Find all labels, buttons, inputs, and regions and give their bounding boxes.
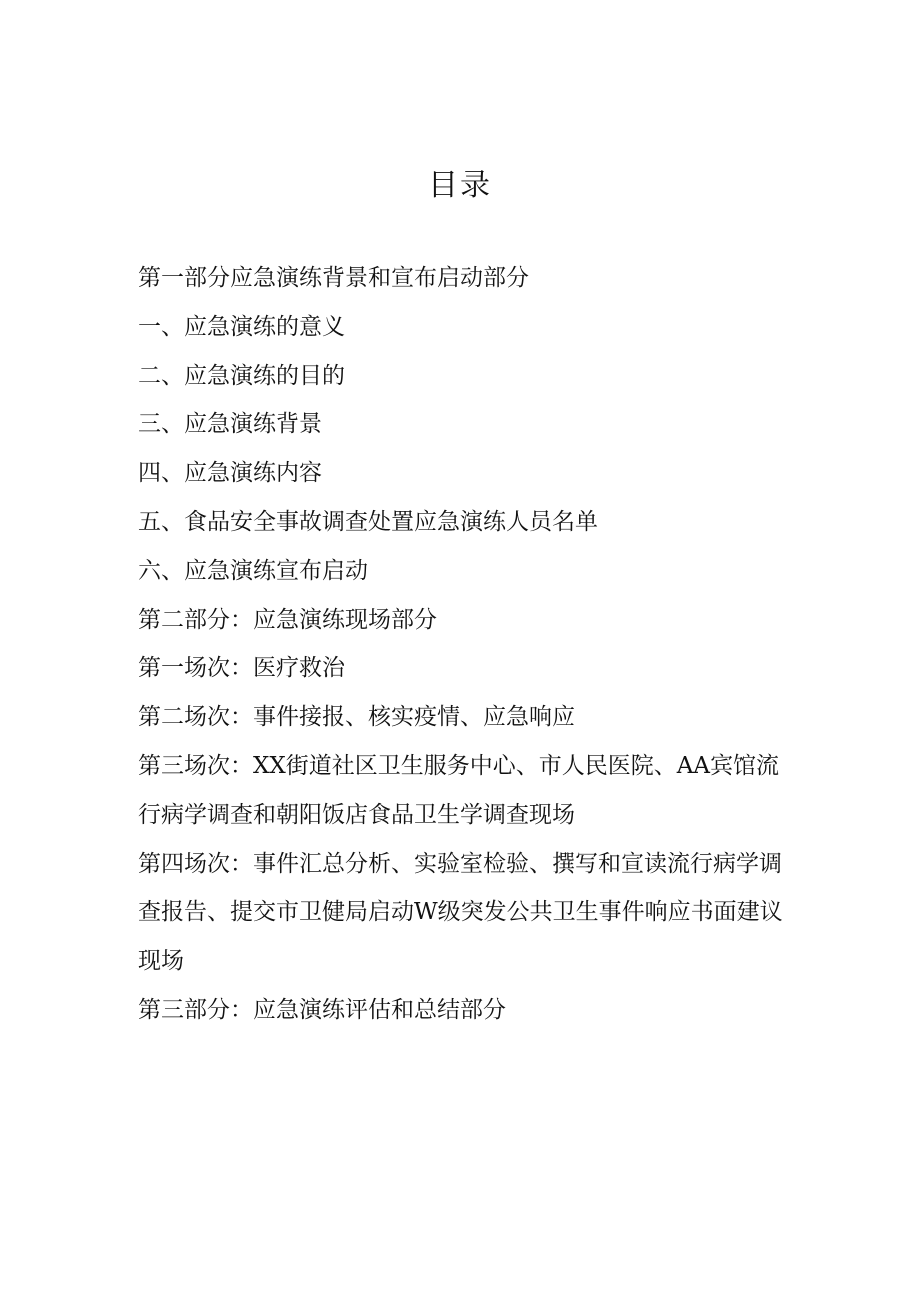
toc-entry-personnel-list: 五、食品安全事故调查处置应急演练人员名单 [138,508,598,535]
toc-entry-session-3: 第三场次：XX街道社区卫生服务中心、市人民医院、AA宾馆流行病学调查和朝阳饭店食品卫生学调查现场 [138,752,779,828]
toc-entry-session-4: 第四场次：事件汇总分析、实验室检验、撰写和宣读流行病学调查报告、提交市卫健局启动W级突发公共卫生事件响应书面建议现场 [138,850,783,975]
toc-entry-purpose: 二、应急演练的目的 [138,362,345,389]
toc-entry-part-1: 第一部分应急演练背景和宣布启动部分 [138,265,529,291]
toc-entry-content: 四、应急演练内容 [138,460,322,487]
toc-entry-launch: 六、应急演练宣布启动 [138,557,368,584]
toc-list [138,254,798,1035]
toc-entry-meaning: 一、应急演练的意义 [138,313,345,340]
toc-entry-part-2: 第二部分：应急演练现场部分 [138,606,437,633]
toc-entry-session-1: 第一场次：医疗救治 [138,655,345,682]
toc-entry-background: 三、应急演练背景 [138,411,322,438]
toc-entry-session-2: 第二场次：事件接报、核实疫情、应急响应 [138,704,575,731]
toc-title: 目录 [428,168,492,203]
toc-entry-part-3: 第三部分：应急演练评估和总结部分 [138,996,506,1023]
